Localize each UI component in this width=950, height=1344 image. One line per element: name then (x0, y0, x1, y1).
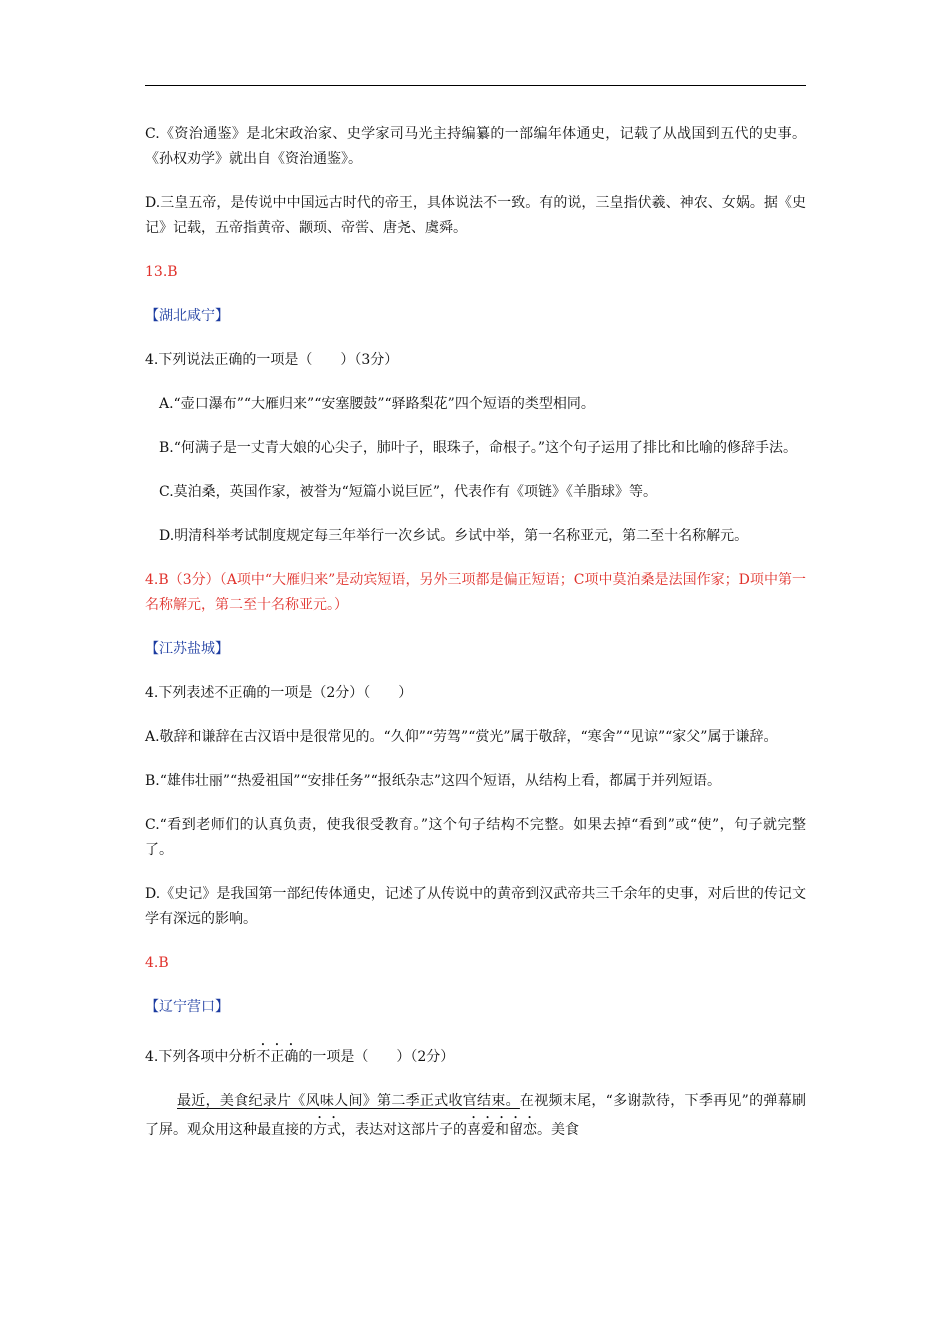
liaoning-question (145, 1041, 806, 1070)
passage-emphasis-xiai: 喜爱和留恋 (467, 1122, 537, 1138)
prev-option-c: C.《资治通鉴》是北宋政治家、史学家司马光主持编纂的一部编年体通史，记载了从战国到五代的史事。《孙权劝学》就出自《资治通鉴》。 (145, 126, 806, 167)
passage-text-2: 在视频末尾，“多谢款待，下季再见”的弹幕刷了屏。观众用这种最直接的 (145, 1093, 806, 1138)
document-body (145, 122, 806, 1143)
passage-emphasis-fangshi: 方式 (313, 1122, 341, 1138)
liaoning-question-prefix: 4.下列各项中分析 (145, 1049, 257, 1065)
hubei-option-c: C.莫泊桑，英国作家，被誉为“短篇小说巨匠”，代表作有《项链》《羊脂球》等。 (159, 484, 657, 500)
liaoning-question-emphasis: 不正确 (256, 1049, 299, 1065)
jiangsu-option-b: B.“雄伟壮丽”“热爱祖国”“安排任务”“报纸杂志”这四个短语，从结构上看，都属于并列短语。 (145, 773, 721, 789)
jiangsu-option-d: D.《史记》是我国第一部纪传体通史，记述了从传说中的黄帝到汉武帝共三千余年的史事，对后世的传记文学有深远的影响。 (145, 886, 806, 927)
region-heading-liaoning: 【辽宁营口】 (145, 999, 229, 1015)
hubei-answer: 4.B（3分）（A项中“大雁归来”是动宾短语，另外三项都是偏正短语；C项中莫泊桑是法国作家；D项中第一名称解元，第二至十名称亚元。） (145, 572, 806, 613)
prev-answer: 13.B (145, 264, 178, 280)
passage-text-3: ，表达对这部片子的 (341, 1122, 467, 1138)
hubei-option-d: D.明清科举考试制度规定每三年举行一次乡试。乡试中举，第一名称亚元，第二至十名称解元。 (159, 528, 749, 544)
jiangsu-question: 4.下列表述不正确的一项是（2分）（ ） (145, 685, 413, 701)
jiangsu-answer: 4.B (145, 955, 169, 971)
liaoning-question-suffix: 的一项是（ ）（2分） (298, 1049, 455, 1065)
jiangsu-option-c: C.“看到老师们的认真负责，使我很受教育。”这个句子结构不完整。如果去掉“看到”或“使”，句子就完整了。 (145, 817, 806, 858)
region-heading-jiangsu: 【江苏盐城】 (145, 641, 229, 657)
jiangsu-option-a: A.敬辞和谦辞在古汉语中是很常见的。“久仰”“劳驾”“赏光”属于敬辞，“寒舍”“见谅”“家父”属于谦辞。 (145, 729, 778, 745)
hubei-question: 4.下列说法正确的一项是（ ）（3分） (145, 352, 399, 368)
passage-text-4: 。美食 (537, 1122, 579, 1138)
hubei-option-a: A.“壶口瀑布”“大雁归来”“安塞腰鼓”“驿路梨花”四个短语的类型相同。 (159, 396, 595, 412)
prev-option-d: D.三皇五帝，是传说中中国远古时代的帝王，具体说法不一致。有的说，三皇指伏羲、神农、女娲。据《史记》记载，五帝指黄帝、颛顼、帝喾、唐尧、虞舜。 (145, 195, 806, 236)
liaoning-passage (145, 1089, 806, 1143)
region-heading-hubei: 【湖北咸宁】 (145, 308, 229, 324)
header-rule (145, 85, 806, 86)
hubei-option-b: B.“何满子是一丈青大娘的心尖子，肺叶子，眼珠子，命根子。”这个句子运用了排比和比喻的修辞手法。 (159, 440, 798, 456)
passage-underlined-sentence: 最近，美食纪录片《风味人间》第二季正式收官结束。 (177, 1093, 520, 1109)
